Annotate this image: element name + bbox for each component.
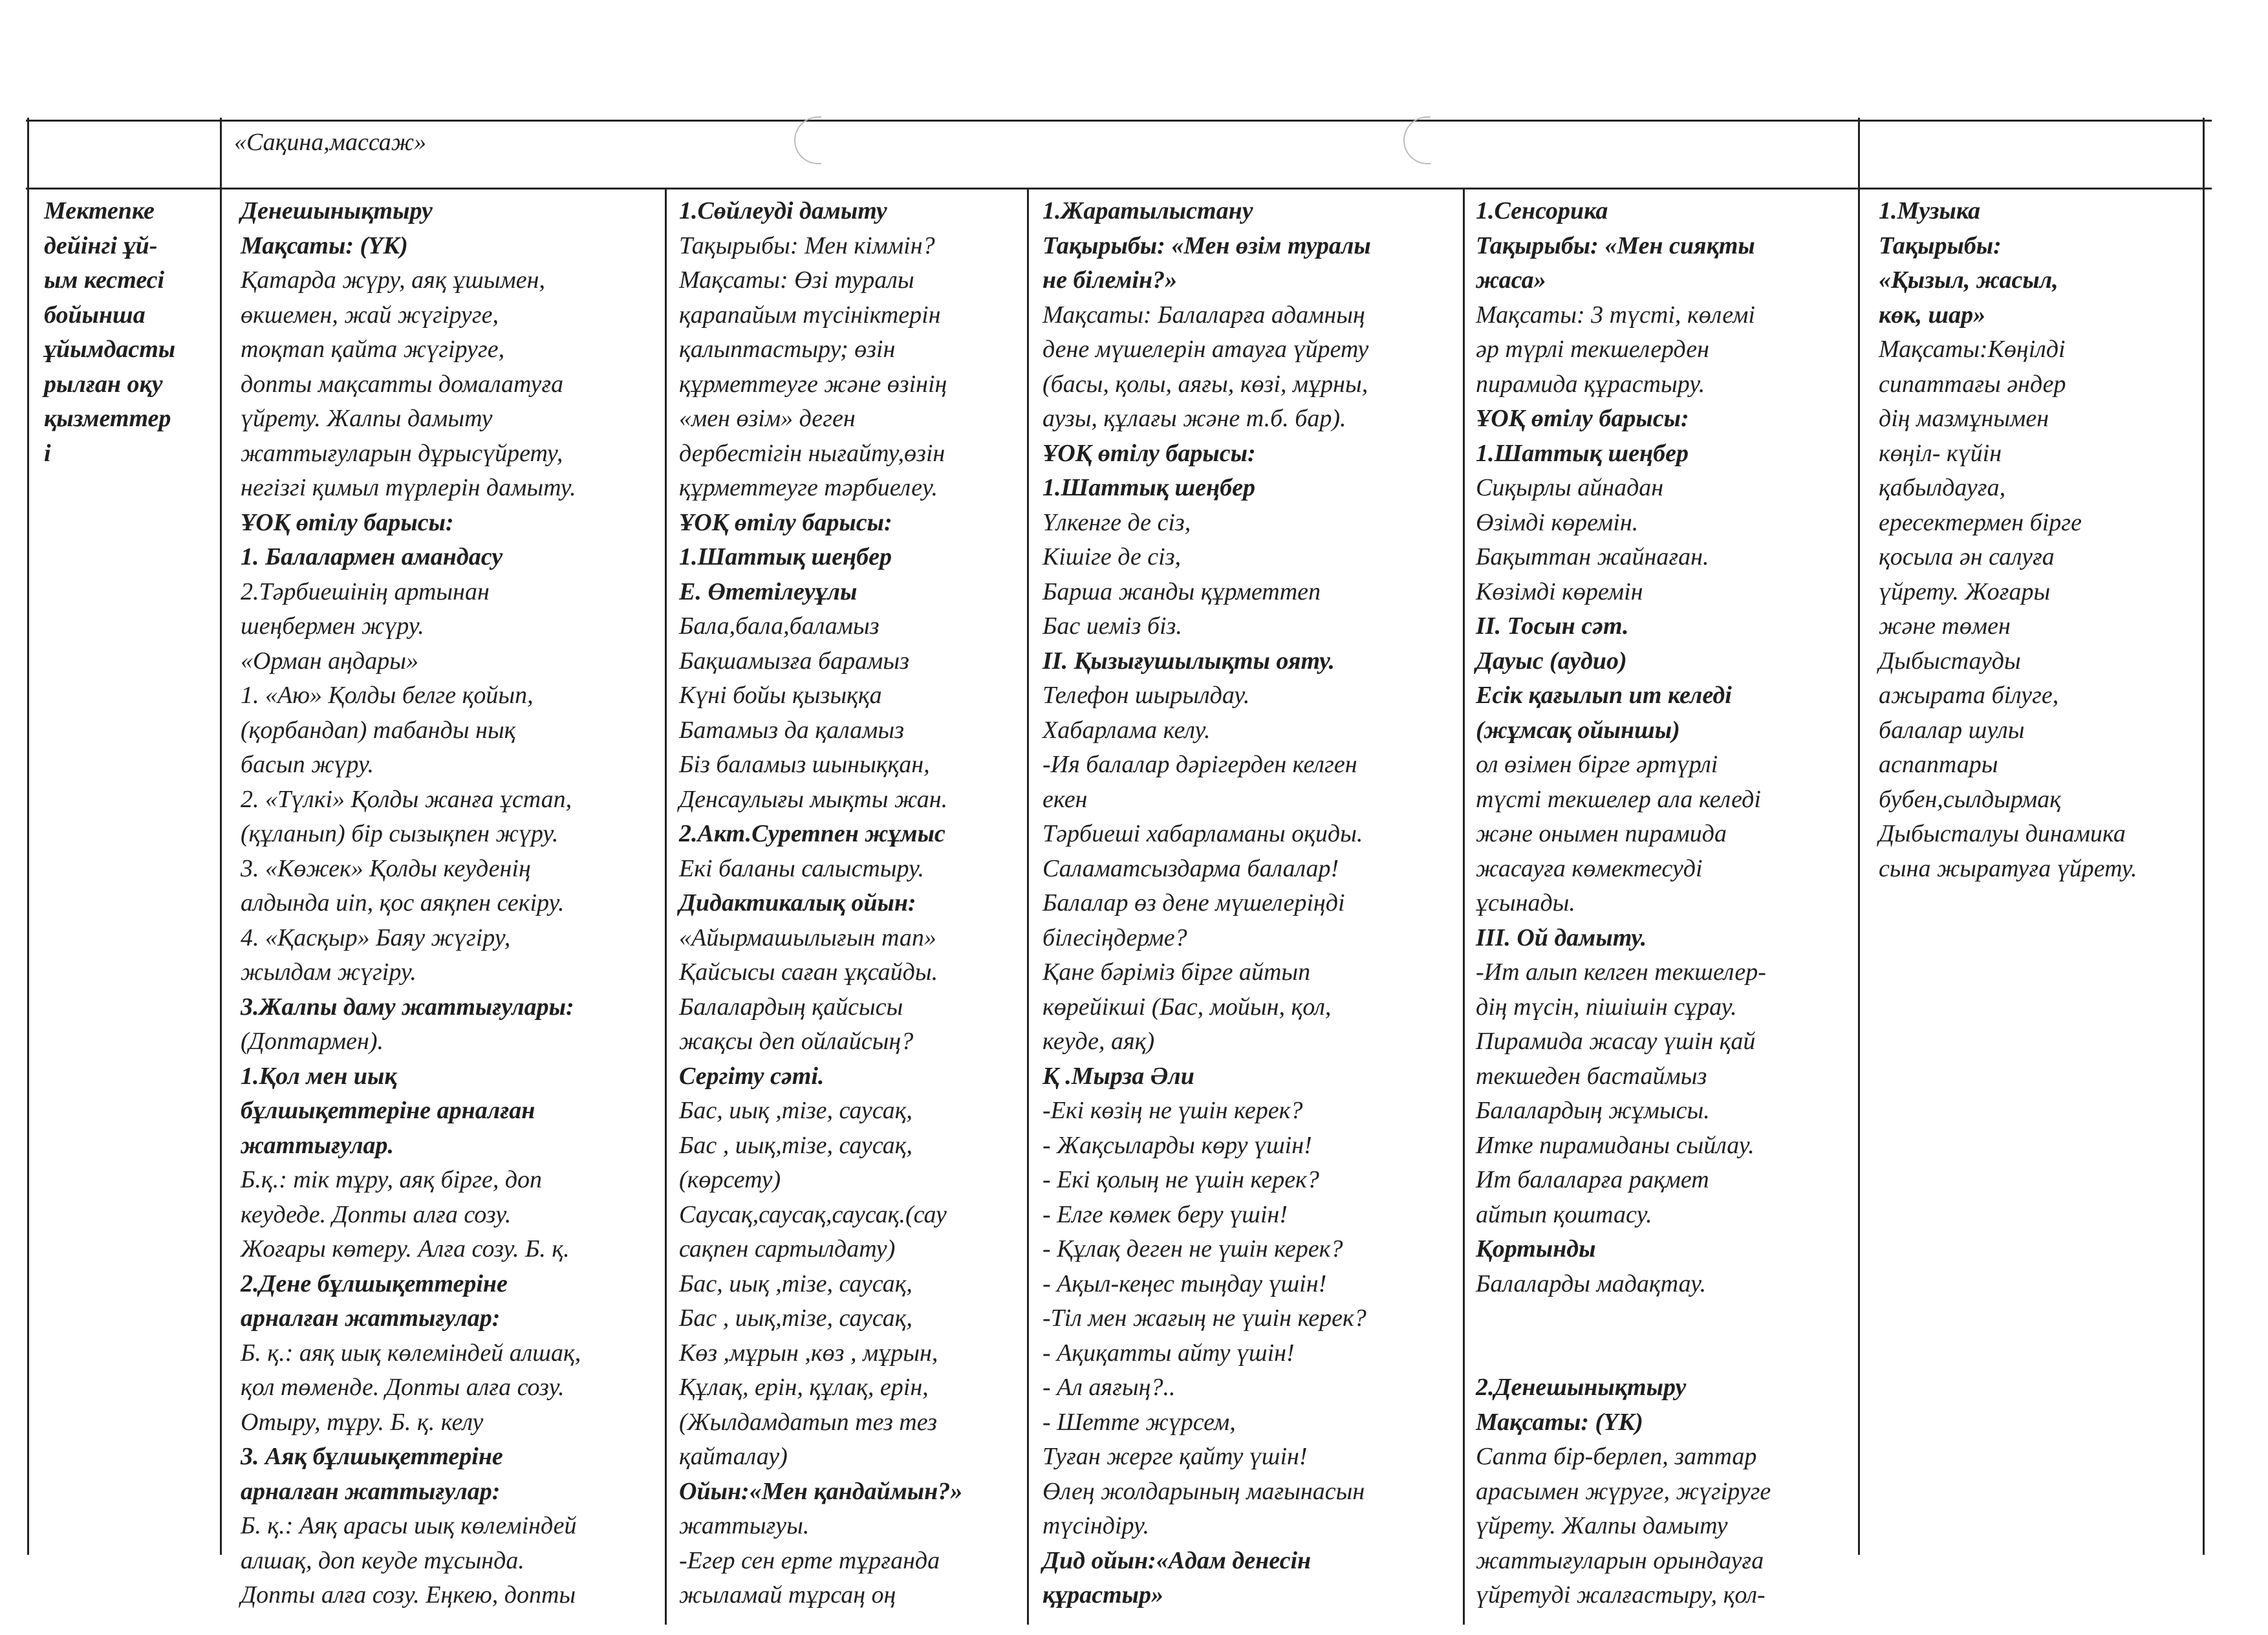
- text-line: жасауға көмектесуді: [1476, 854, 1703, 882]
- text-line: [1476, 1336, 1854, 1371]
- text-line: ІІ. Қызығушылықты ояту.: [1042, 647, 1335, 675]
- text-line: Ит балаларға рақмет: [1476, 1166, 1709, 1193]
- text-line: - Ақиқатты айту үшін!: [1042, 1339, 1295, 1367]
- text-line: ұсынады.: [1476, 889, 1575, 916]
- text-line: аспаптары: [1879, 751, 1998, 778]
- text-line: және онымен пирамида: [1476, 820, 1727, 847]
- column-natural-science: [1042, 194, 1460, 1613]
- text-line: Мектепке: [44, 197, 155, 224]
- text-line: Мақсаты: (ҮК): [1476, 1408, 1643, 1436]
- text-line: Мақсаты: (ҮК): [241, 232, 408, 259]
- text-line: Допты алға созу. Еңкею, допты: [241, 1581, 576, 1608]
- text-line: Есік қағылып ит келеді: [1476, 682, 1732, 709]
- text-line: Қортынды: [1476, 1235, 1596, 1262]
- text-line: Мақсаты: 3 түсті, көлемі: [1476, 301, 1755, 329]
- text-line: 1.Шаттық шеңбер: [1042, 474, 1255, 501]
- text-line: - Ал аяғың?..: [1042, 1374, 1176, 1401]
- text-line: дене мүшелерін атауға үйрету: [1042, 336, 1369, 363]
- text-line: әр түрлі текшелерден: [1476, 336, 1709, 363]
- text-line: түсті текшелер ала келеді: [1476, 785, 1761, 813]
- text-line: қабылдауға,: [1879, 474, 2006, 501]
- text-line: құрметтеуге және өзінің: [679, 370, 947, 398]
- text-line: сына жыратуға үйрету.: [1879, 854, 2137, 882]
- text-line: (көрсету): [679, 1166, 781, 1193]
- column-physical-education: [241, 194, 661, 1613]
- text-line: ересектермен бірге: [1879, 508, 2082, 536]
- text-line: үйрету. Жоғары: [1879, 578, 2051, 605]
- text-line: Итке пирамиданы сыйлау.: [1476, 1131, 1755, 1159]
- text-line: Мақсаты:Көңілді: [1879, 336, 2066, 363]
- text-line: «Орман аңдары»: [241, 647, 418, 675]
- text-line: қарапайым түсініктерін: [679, 301, 941, 329]
- text-line: қосыла ән салуға: [1879, 543, 2055, 570]
- text-line: Бас , иық,тізе, саусақ,: [679, 1305, 913, 1332]
- text-line: -Ия балалар дәрігерден келген: [1042, 751, 1357, 778]
- text-line: алшақ, доп кеуде тұсында.: [241, 1546, 524, 1574]
- text-line: жаттығуларын орындауға: [1476, 1546, 1764, 1574]
- text-line: құрметтеуге тәрбиелеу.: [679, 474, 938, 501]
- text-line: жаттығуларын дұрысүйрету,: [241, 439, 563, 467]
- text-line: Тақырыбы: «Мен сияқты: [1476, 232, 1755, 259]
- text-line: жыламай тұрсаң оң: [679, 1581, 896, 1608]
- text-line: 2.Акт.Суретпен жұмыс: [679, 820, 945, 847]
- text-line: Туған жерге қайту үшін!: [1042, 1443, 1308, 1470]
- column-divider-4: [1463, 188, 1465, 1625]
- column-speech-development: [679, 194, 1022, 1613]
- text-line: - Елге көмек беру үшін!: [1042, 1200, 1288, 1228]
- text-line: Дидактикалық ойын:: [679, 889, 916, 916]
- text-line: -Ит алып келген текшелер-: [1476, 958, 1766, 986]
- text-line: 1.Жаратылыстану: [1042, 197, 1253, 224]
- text-line: Қайсысы саған ұқсайды.: [679, 958, 938, 986]
- text-line: Денсаулығы мықты жан.: [679, 785, 948, 813]
- text-line: Жоғары көтеру. Алға созу. Б. қ.: [241, 1235, 570, 1262]
- text-line: Б. қ.: аяқ иық көлеміндей алшақ,: [241, 1339, 581, 1367]
- text-line: жылдам жүгіру.: [241, 958, 416, 986]
- text-line: Сапта бір-берлеп, заттар: [1476, 1443, 1757, 1470]
- text-line: допты мақсатты домалатуға: [241, 370, 564, 398]
- text-line: Тақырыбы: «Мен өзім туралы: [1042, 232, 1371, 259]
- text-line: 3.Жалпы даму жаттығулары:: [241, 993, 574, 1021]
- text-line: - Екі қолың не үшін керек?: [1042, 1166, 1319, 1193]
- column-section-label: [44, 194, 213, 471]
- text-line: ІІІ. Ой дамыту.: [1476, 924, 1647, 951]
- text-line: - Ақыл-кеңес тыңдау үшін!: [1042, 1270, 1327, 1297]
- text-line: Бас, иық ,тізе, саусақ,: [679, 1097, 913, 1124]
- text-line: Батамыз да қаламыз: [679, 716, 904, 744]
- text-line: Бас , иық,тізе, саусақ,: [679, 1131, 913, 1159]
- text-line: өкшемен, жай жүгіруге,: [241, 301, 499, 329]
- text-line: кеуде, аяқ): [1042, 1028, 1155, 1055]
- text-line: Балалар өз дене мүшелеріңді: [1042, 889, 1345, 916]
- text-line: Дыбыстауды: [1879, 647, 2021, 675]
- text-line: Барша жанды құрметтеп: [1042, 578, 1321, 605]
- text-line: ҰОҚ өтілу барысы:: [241, 508, 454, 536]
- text-line: үйрету. Жалпы дамыту: [1476, 1512, 1728, 1539]
- text-line: Саусақ,саусақ,саусақ.(сау: [679, 1200, 947, 1228]
- text-line: Бас, иық ,тізе, саусақ,: [679, 1270, 913, 1297]
- text-line: 2.Денешынықтыру: [1476, 1374, 1687, 1401]
- text-line: Саламатсыздарма балалар!: [1042, 854, 1339, 882]
- text-line: Кішіге де сіз,: [1042, 543, 1182, 570]
- text-line: арналған жаттығулар:: [241, 1477, 501, 1505]
- text-line: арналған жаттығулар:: [241, 1305, 501, 1332]
- text-line: Б. қ.: Аяқ арасы иық көлеміндей: [241, 1512, 577, 1539]
- text-line: Көз ,мұрын ,көз , мұрын,: [679, 1339, 938, 1367]
- text-line: Қане бәріміз бірге айтып: [1042, 958, 1311, 986]
- text-line: екен: [1042, 785, 1088, 813]
- text-line: 1.Музыка: [1879, 197, 1981, 224]
- text-line: [1476, 1301, 1854, 1336]
- text-line: 1.Шаттық шеңбер: [679, 543, 892, 570]
- text-line: көңіл- күйін: [1879, 439, 2002, 467]
- text-line: «мен өзім» деген: [679, 405, 856, 432]
- text-line: не білемін?»: [1042, 266, 1178, 294]
- text-line: көрейікші (Бас, мойын, қол,: [1042, 993, 1332, 1021]
- text-line: Екі баланы салыстыру.: [679, 854, 924, 882]
- text-line: ол өзімен бірге әртүрлі: [1476, 751, 1718, 778]
- text-line: 3. «Көжек» Қолды кеуденің: [241, 854, 531, 882]
- text-line: пирамида құрастыру.: [1476, 370, 1705, 398]
- text-line: Балаларды мадақтау.: [1476, 1270, 1707, 1297]
- text-line: қол төменде. Допты алға созу.: [241, 1374, 565, 1401]
- header-row-divider: [26, 188, 2212, 189]
- text-line: дің түсін, пішішін сұрау.: [1476, 993, 1737, 1021]
- text-line: Қ .Мырза Әли: [1042, 1062, 1194, 1090]
- text-line: ым кестесі: [44, 266, 165, 294]
- text-line: Ойын:«Мен қандаймын?»: [679, 1477, 963, 1505]
- text-line: жаттығуы.: [679, 1512, 810, 1539]
- text-line: көк, шар»: [1879, 301, 1986, 329]
- text-line: бубен,сылдырмақ: [1879, 785, 2062, 813]
- text-line: Өзімді көремін.: [1476, 508, 1639, 536]
- text-line: балалар шулы: [1879, 716, 2025, 744]
- text-line: 1.Шаттық шеңбер: [1476, 439, 1689, 467]
- text-line: қалыптастыру; өзін: [679, 336, 896, 363]
- text-line: - Шетте жүрсем,: [1042, 1408, 1236, 1436]
- text-line: Күні бойы қызыққа: [679, 682, 882, 709]
- table-border-left: [27, 118, 29, 1555]
- text-line: Сиқырлы айнадан: [1476, 474, 1664, 501]
- text-line: қызметтер: [44, 405, 171, 432]
- text-line: 2.Тәрбиешінің артынан: [241, 578, 490, 605]
- text-line: түсіндіру.: [1042, 1512, 1149, 1539]
- punch-hole-mark: [794, 116, 821, 164]
- text-line: Денешынықтыру: [241, 197, 433, 224]
- column-music: [1879, 194, 2199, 886]
- text-line: Балалардың жұмысы.: [1476, 1097, 1710, 1124]
- text-line: ҰОҚ өтілу барысы:: [1042, 439, 1256, 467]
- text-line: айтып қоштасу.: [1476, 1200, 1652, 1228]
- text-line: Хабарлама келу.: [1042, 716, 1211, 744]
- text-line: 1. «Аю» Қолды белге қойып,: [241, 682, 534, 709]
- text-line: жаттығулар.: [241, 1131, 394, 1159]
- text-line: тоқтап қайта жүгіруге,: [241, 336, 505, 363]
- text-line: 1.Қол мен иық: [241, 1062, 397, 1090]
- text-line: «Қызыл, жасыл,: [1879, 266, 2058, 294]
- text-line: (басы, қолы, аяғы, көзі, мұрны,: [1042, 370, 1368, 398]
- text-line: 1. Балалармен амандасу: [241, 543, 503, 570]
- text-line: 1.Сөйлеуді дамыту: [679, 197, 887, 224]
- text-line: Өлең жолдарының мағынасын: [1042, 1477, 1365, 1505]
- text-line: Көзімді көремін: [1476, 578, 1643, 605]
- text-line: - Құлақ деген не үшін керек?: [1042, 1235, 1343, 1262]
- text-line: Б.қ.: тік тұру, аяқ бірге, доп: [241, 1166, 543, 1193]
- table-border-right: [2203, 118, 2205, 1555]
- text-line: ұйымдасты: [44, 336, 176, 363]
- column-divider-3: [1027, 188, 1029, 1625]
- text-line: дің мазмұнымен: [1879, 405, 2049, 432]
- text-line: Сергіту сәті.: [679, 1062, 825, 1090]
- text-line: Е. Өтетілеуұлы: [679, 578, 858, 605]
- text-line: Біз баламыз шыныққан,: [679, 751, 930, 778]
- text-line: қайталау): [679, 1443, 788, 1470]
- text-line: (Жылдамдатып тез тез: [679, 1408, 937, 1436]
- punch-hole-mark: [1403, 116, 1431, 164]
- text-line: басып жүру.: [241, 751, 374, 778]
- text-line: текшеден бастаймыз: [1476, 1062, 1707, 1090]
- text-line: 4. «Қасқыр» Баяу жүгіру,: [241, 924, 511, 951]
- text-line: (қорбандап) табанды нық: [241, 716, 516, 744]
- column-divider-2: [665, 188, 667, 1625]
- text-line: Дыбысталуы динамика: [1879, 820, 2126, 847]
- text-line: дейінгі ұй-: [44, 232, 158, 259]
- text-line: Дид ойын:«Адам денесін: [1042, 1546, 1312, 1574]
- text-line: Бала,бала,баламыз: [679, 612, 880, 640]
- text-line: Үлкенге де сіз,: [1042, 508, 1191, 536]
- text-line: шеңбермен жүру.: [241, 612, 424, 640]
- text-line: -Тіл мен жағың не үшін керек?: [1042, 1305, 1366, 1332]
- text-line: негізгі қимыл түрлерін дамыту.: [241, 474, 576, 501]
- column-divider-1: [220, 118, 222, 1555]
- text-line: сақпен сартылдату): [679, 1235, 896, 1262]
- text-line: рылған оқу: [44, 370, 163, 398]
- text-line: - Жақсыларды көру үшін!: [1042, 1131, 1312, 1159]
- text-line: Тақырыбы:: [1879, 232, 2002, 259]
- text-line: бойынша: [44, 301, 146, 329]
- text-line: Телефон шырылдау.: [1042, 682, 1250, 709]
- text-line: Қатарда жүру, аяқ ұшымен,: [241, 266, 546, 294]
- text-line: сипаттағы әндер: [1879, 370, 2066, 398]
- text-line: 1.Сенсорика: [1476, 197, 1608, 224]
- text-line: кеудеде. Допты алға созу.: [241, 1200, 512, 1228]
- text-line: ҰОҚ өтілу барысы:: [679, 508, 892, 536]
- text-line: ІІ. Тосын сәт.: [1476, 612, 1629, 640]
- text-line: білесіңдерме?: [1042, 924, 1187, 951]
- text-line: Отыру, тұру. Б. қ. келу: [241, 1408, 484, 1436]
- text-line: Дауыс (аудио): [1476, 647, 1627, 675]
- text-line: і: [44, 439, 51, 467]
- column-sensory: [1476, 194, 1854, 1613]
- text-line: Бақыттан жайнаған.: [1476, 543, 1709, 570]
- text-line: -Егер сен ерте тұрғанда: [679, 1546, 940, 1574]
- text-line: «Айырмашылығын тап»: [679, 924, 936, 951]
- text-line: дербестігін нығайту,өзін: [679, 439, 945, 467]
- text-line: және төмен: [1879, 612, 2011, 640]
- text-line: 2.Дене бұлшықеттеріне: [241, 1270, 508, 1297]
- text-line: жаса»: [1476, 266, 1546, 294]
- text-line: Құлақ, ерін, құлақ, ерін,: [679, 1374, 929, 1401]
- text-line: 2. «Түлкі» Қолды жанға ұстап,: [241, 785, 572, 813]
- text-line: алдында иіп, қос аяқпен секіру.: [241, 889, 565, 916]
- text-line: Бас иеміз біз.: [1042, 612, 1182, 640]
- text-line: Балалардың қайсысы: [679, 993, 903, 1021]
- text-line: Тәрбиеші хабарламаны оқиды.: [1042, 820, 1363, 847]
- text-line: үйретуді жалғастыру, қол-: [1476, 1581, 1766, 1608]
- text-line: Мақсаты: Балаларға адамның: [1042, 301, 1365, 329]
- text-line: ҰОҚ өтілу барысы:: [1476, 405, 1689, 432]
- text-line: бұлшықеттеріне арналған: [241, 1097, 535, 1124]
- text-line: Тақырыбы: Мен кіммін?: [679, 232, 935, 259]
- text-line: аузы, құлағы және т.б. бар).: [1042, 405, 1346, 432]
- text-line: құрастыр»: [1042, 1581, 1164, 1608]
- text-line: Бақшамызға барамыз: [679, 647, 909, 675]
- text-line: үйрету. Жалпы дамыту: [241, 405, 493, 432]
- text-line: 3. Аяқ бұлшықеттеріне: [241, 1443, 503, 1470]
- text-line: (құланып) бір сызықпен жүру.: [241, 820, 559, 847]
- text-line: арасымен жүруге, жүгіруге: [1476, 1477, 1771, 1505]
- text-line: ажырата білуге,: [1879, 682, 2059, 709]
- text-line: (Доптармен).: [241, 1028, 383, 1055]
- column-divider-5: [1858, 118, 1860, 1555]
- text-line: жақсы деп ойлайсың?: [679, 1028, 914, 1055]
- text-line: (жұмсақ ойыншы): [1476, 716, 1680, 744]
- text-line: -Екі көзің не үшін керек?: [1042, 1097, 1303, 1124]
- text-line: Пирамида жасау үшін қай: [1476, 1028, 1756, 1055]
- table-top-border: [26, 120, 2212, 122]
- text-line: Мақсаты: Өзі туралы: [679, 266, 914, 294]
- top-row-cell-text: «Сақина,массаж»: [234, 129, 427, 156]
